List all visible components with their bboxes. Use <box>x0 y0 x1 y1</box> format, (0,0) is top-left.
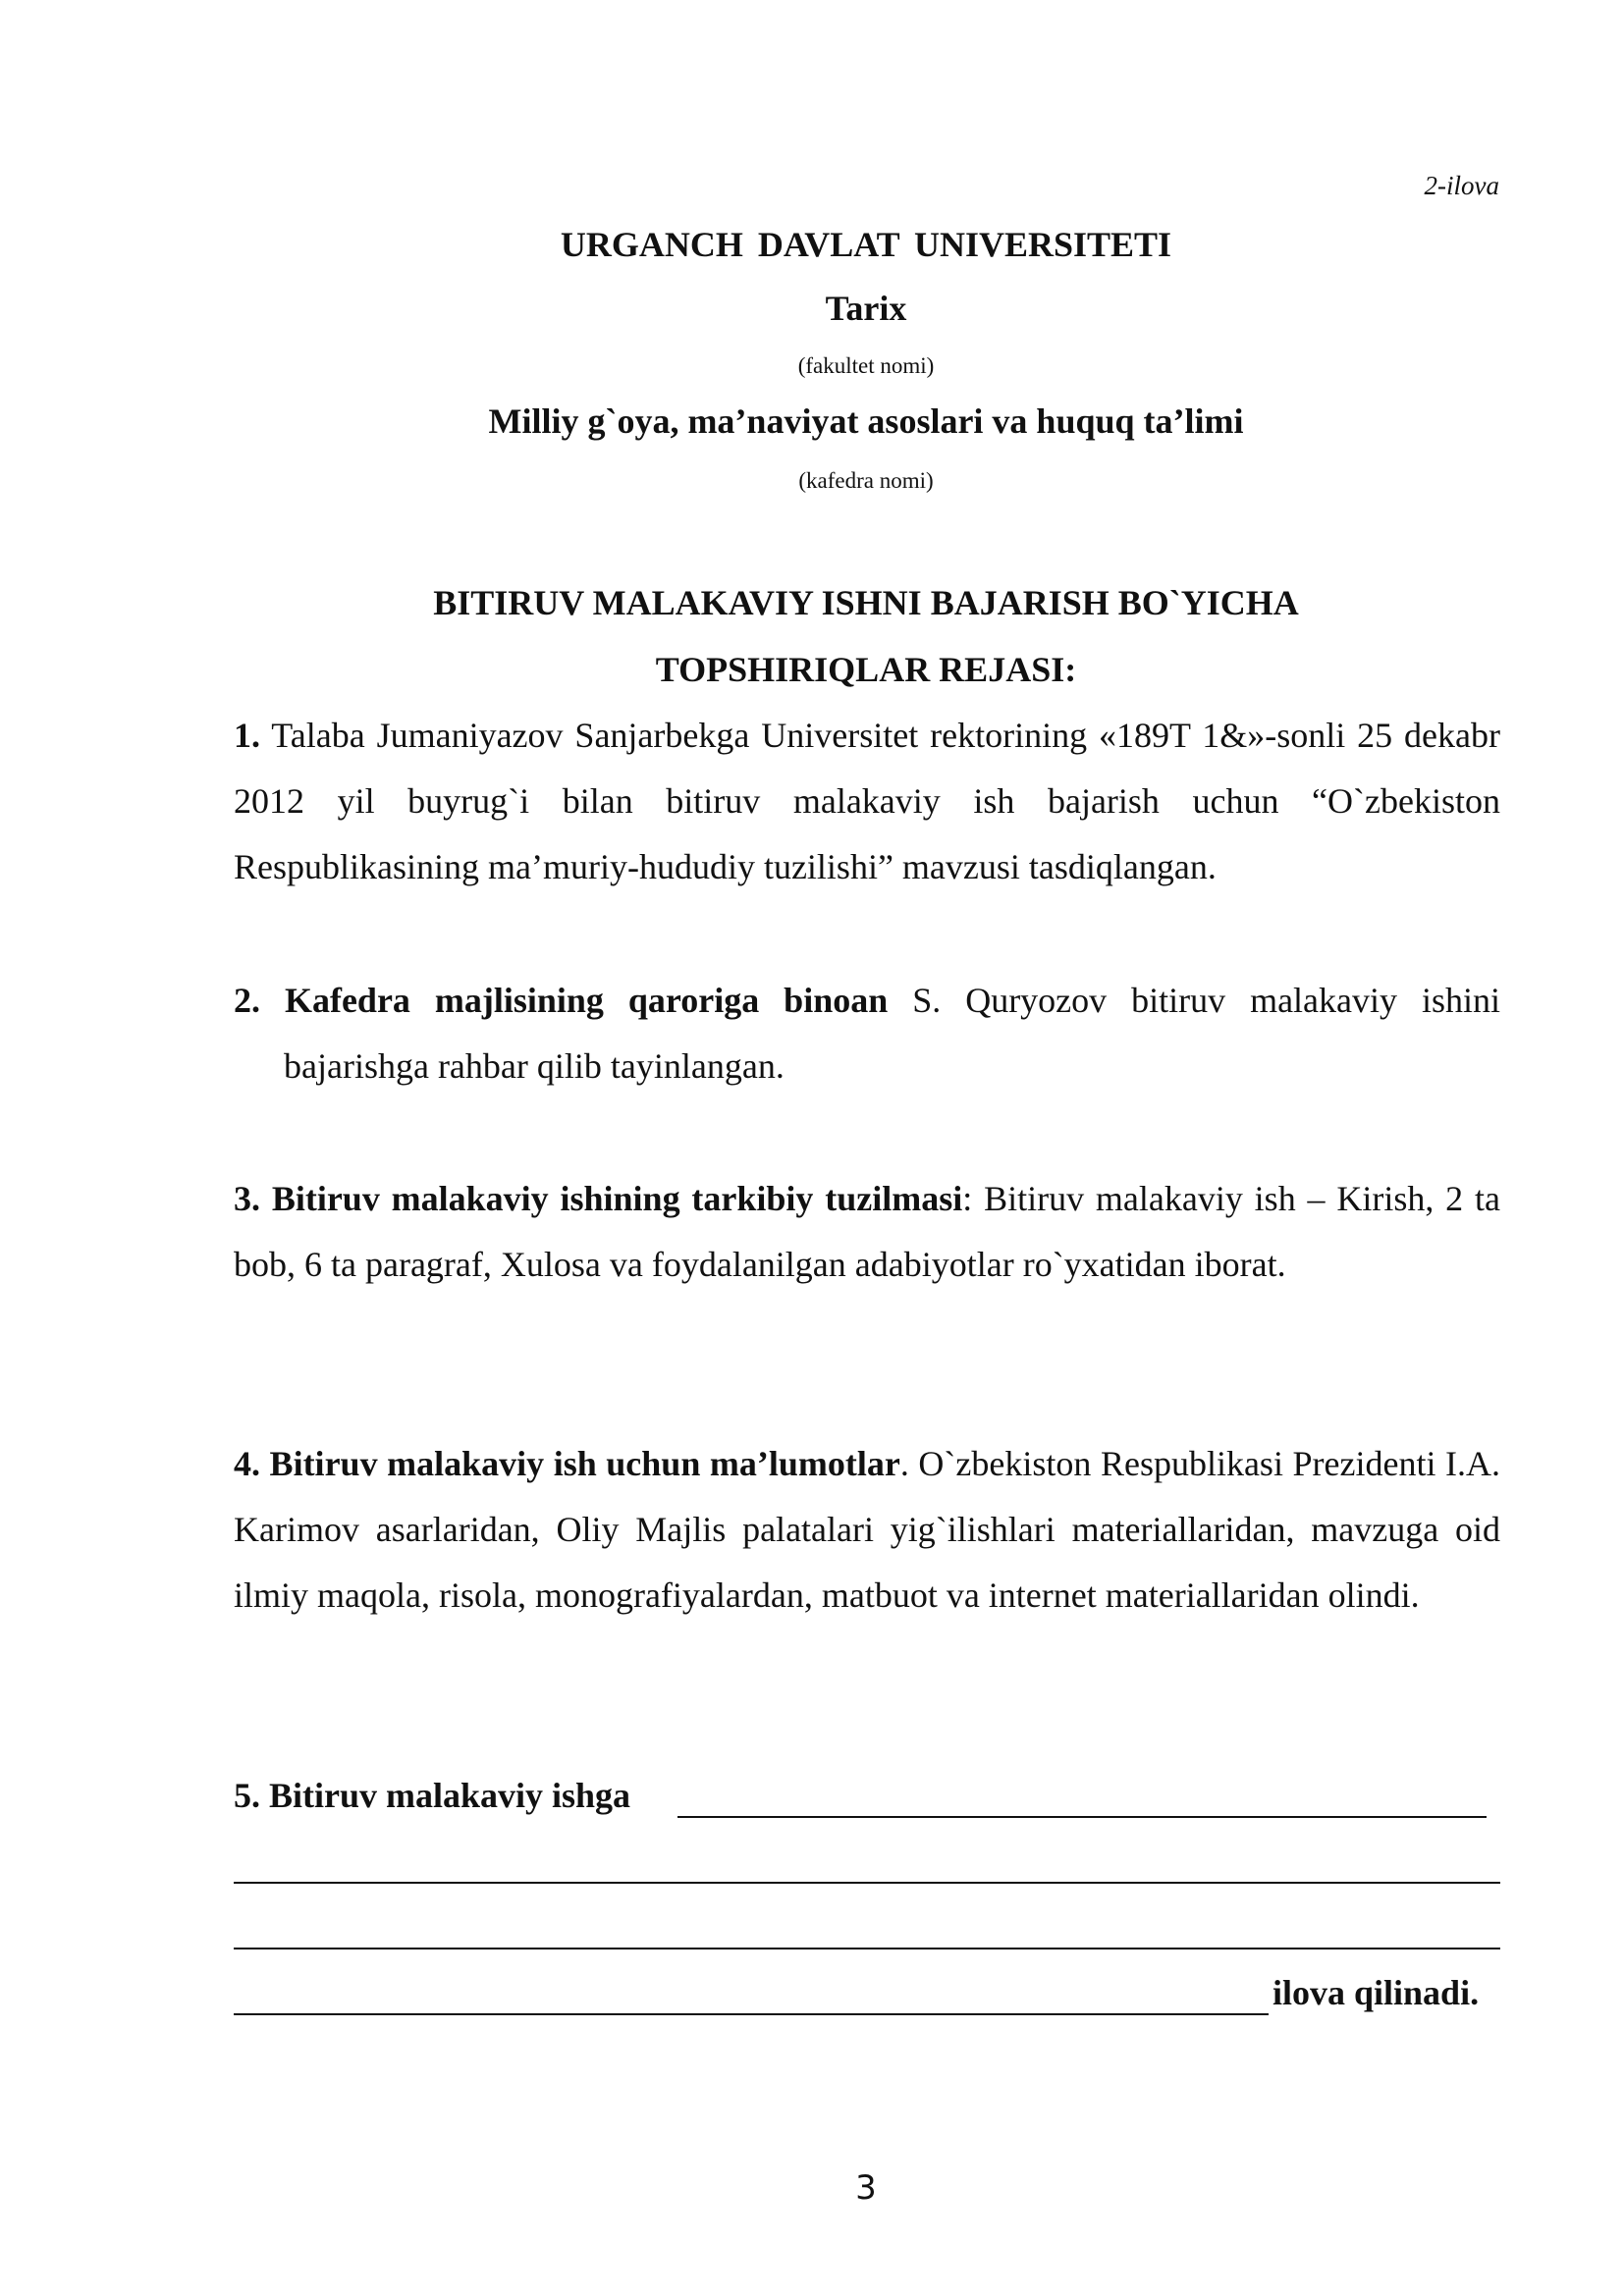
item-number: 2. <box>234 981 260 1020</box>
item-5-label: 5. Bitiruv malakaviy ishga <box>234 1776 631 1815</box>
blank-line-row <box>234 1841 1500 1890</box>
faculty-name: Tarix <box>825 289 907 328</box>
blank-line-row <box>234 1906 1500 1955</box>
department-name: Milliy g`oya, ma’naviyat asoslari va huquq ta’limi <box>488 401 1244 441</box>
item-bold-lead: Bitiruv malakaviy ishining tarkibiy tuzilmasi <box>260 1179 963 1218</box>
document-title-line-2: TOPSHIRIQLAR REJASI: <box>655 650 1077 689</box>
blank-fill-line <box>234 1948 1500 1949</box>
item-text: S. Quryozov bitiruv malakaviy ishini bajarishga rahbar qilib tayinlangan. <box>284 981 1500 1086</box>
annex-label: 2-ilova <box>1424 171 1499 200</box>
item-number: 3. <box>234 1179 260 1218</box>
task-item-2 <box>234 968 1500 1099</box>
task-item-5 <box>234 1775 1487 1824</box>
department-hint: (kafedra nomi) <box>798 468 934 493</box>
item-number: 1. <box>234 716 260 755</box>
item-bold-lead: Kafedra majlisining qaroriga binoan <box>260 981 889 1020</box>
closing-row <box>234 1972 1500 2021</box>
task-item-3 <box>234 1166 1500 1298</box>
page-number: 3 <box>855 2168 877 2208</box>
item-text: : Bitiruv malakaviy ish – Kirish, 2 ta bob, 6 ta paragraf, Xulosa va foydalanilgan adabiyotlar ro`yxatidan iborat. <box>234 1179 1500 1284</box>
item-number: 4. <box>234 1444 260 1483</box>
task-item-1 <box>234 703 1500 900</box>
item-5-closing: ilova qilinadi. <box>1272 1973 1480 2012</box>
item-text: Talaba Jumaniyazov Sanjarbekga Universitet rektorining «189T 1&»-sonli 25 dekabr 2012 yil buyrug`i bilan bitiruv malakaviy ish bajarish uchun “O`zbekiston Respublikasining ma’muriy-hududiy tuzilishi” mavzusi tasdiqlangan. <box>234 716 1500 886</box>
document-title-line-1: BITIRUV MALAKAVIY ISHNI BAJARISH BO`YICHA <box>433 583 1299 622</box>
blank-fill-line <box>677 1816 1487 1818</box>
blank-fill-line <box>234 2013 1269 2015</box>
task-item-4 <box>234 1431 1500 1629</box>
item-bold-lead: Bitiruv malakaviy ish uchun ma’lumotlar <box>260 1444 900 1483</box>
university-name: URGANCH DAVLAT UNIVERSITETI <box>560 225 1172 264</box>
item-text: . O`zbekiston Respublikasi Prezidenti I.A. Karimov asarlaridan, Oliy Majlis palatalari yig`ilishlari materiallaridan, mavzuga oid ilmiy maqola, risola, monografiyalardan, matbuot va internet materiallaridan olindi. <box>234 1444 1500 1615</box>
faculty-hint: (fakultet nomi) <box>797 353 935 378</box>
blank-fill-line <box>234 1882 1500 1884</box>
